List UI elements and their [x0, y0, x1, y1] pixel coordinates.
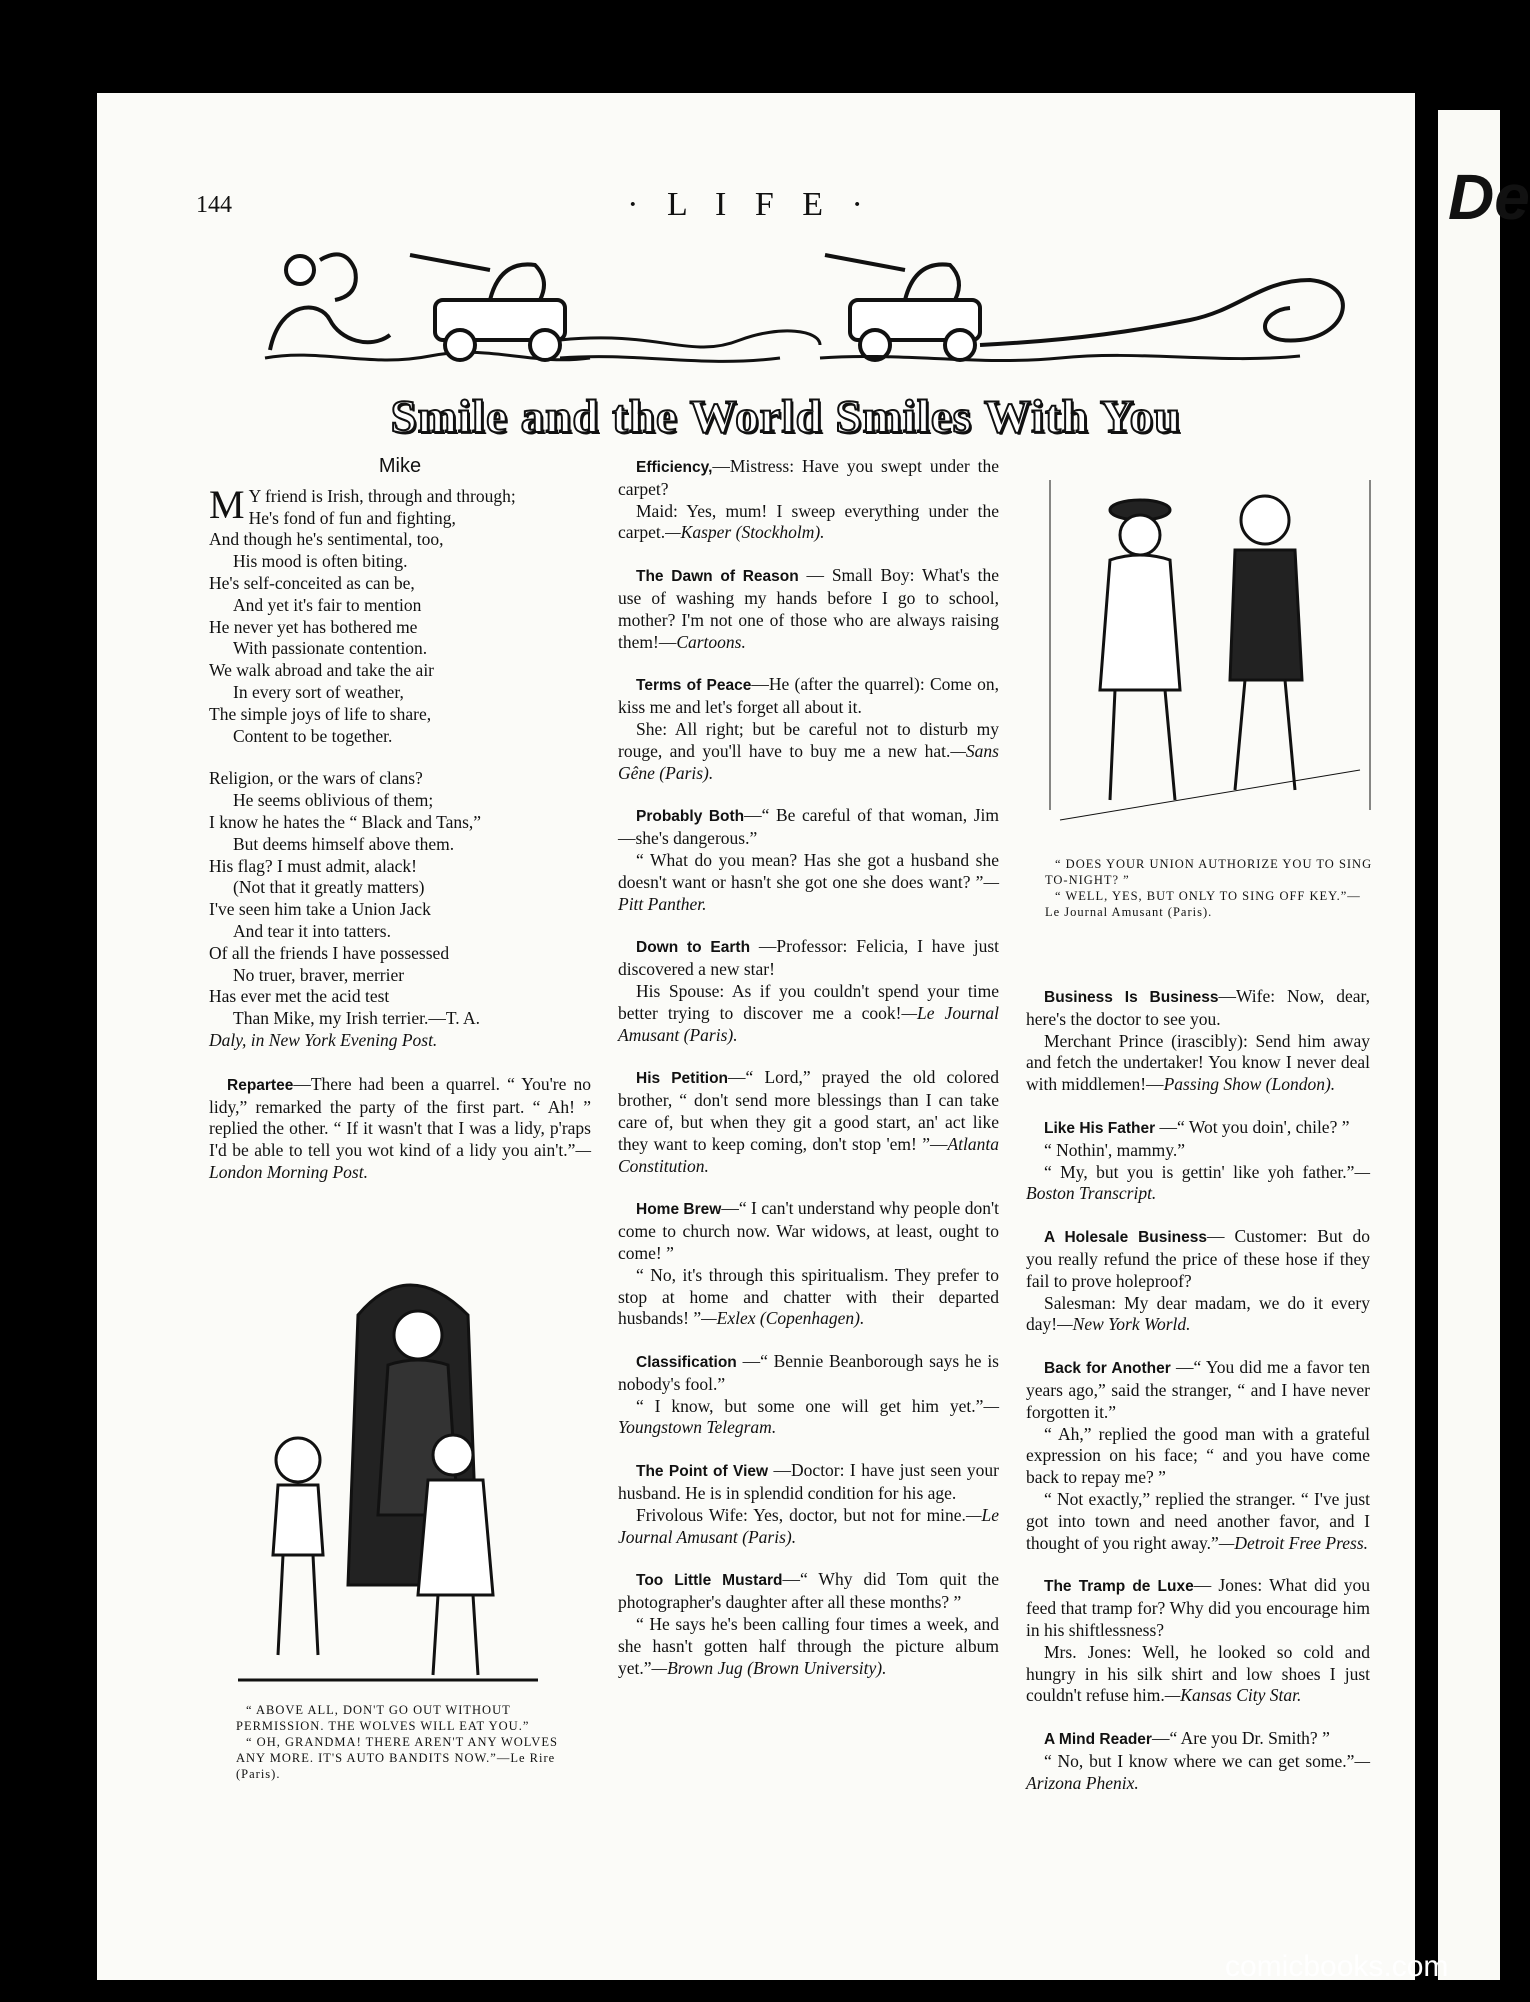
joke-body: —“ Be careful of that woman, Jim—she's dangerous.” [618, 805, 999, 849]
joke-heading: A Mind Reader [1044, 1731, 1152, 1749]
caption-line: “ ABOVE ALL, DON'T GO OUT WITHOUT PERMISSION. THE WOLVES WILL EAT YOU.” [236, 1703, 530, 1733]
joke-item [1026, 1728, 1370, 1794]
joke-line: “ My, but you is gettin' like yoh father.” [1044, 1161, 1355, 1182]
joke-line: “ He says he's been calling four times a week, and she hasn't gotten half through the picture album yet.” [618, 1614, 999, 1678]
poem-title: Mike [378, 455, 422, 477]
joke-line: Maid: Yes, mum! I sweep everything under the carpet. [618, 500, 999, 543]
joke-item [618, 565, 999, 653]
joke-heading: The Dawn of Reason [636, 568, 799, 586]
joke-heading: Like His Father [1044, 1119, 1156, 1137]
joke-body: —Wife: Now, dear, here's the doctor to see you. [1026, 986, 1370, 1029]
joke-body: —He (after the quarrel): Come on, kiss me and let's forget all about it. [618, 674, 999, 718]
joke-heading: Terms of Peace [636, 677, 752, 695]
joke-line: “ Ah,” replied the good man with a grateful expression on his face; “ and you have come back to repay me? ” [1026, 1423, 1370, 1488]
joke-heading: A Holesale Business [1044, 1229, 1208, 1247]
joke-line: Mrs. Jones: Well, he looked so cold and hungry in his silk shirt and low shoes I just couldn't refuse him. [1026, 1641, 1370, 1706]
joke-source: Passing Show (London). [1163, 1074, 1336, 1095]
column-middle [618, 456, 999, 1700]
page-number: 144 [196, 192, 232, 218]
joke-source: —Pitt Panther. [618, 871, 999, 914]
poem-stanza-break [209, 747, 591, 768]
column-right [1026, 986, 1370, 1816]
joke-heading: Classification [636, 1354, 737, 1372]
grandmother-children-illustration [238, 1255, 578, 1690]
joke-heading: Too Little Mustard [636, 1572, 783, 1590]
poem-line: And tear it into tatters. [233, 920, 391, 941]
poem-line: I've seen him take a Union Jack [209, 899, 431, 920]
poem-line: We walk abroad and take the air [209, 660, 435, 681]
poem-line: Has ever met the acid test [209, 986, 390, 1007]
next-page-glyph: De [1448, 161, 1530, 233]
running-title: · L I F E · [627, 186, 873, 223]
joke-source: —Le Journal Amusant (Paris). [618, 1504, 999, 1547]
joke-heading: Repartee [227, 1076, 294, 1094]
joke-body: —“ Why did Tom quit the photographer's daughter after all these months? ” [618, 1569, 999, 1613]
joke-line: Salesman: My dear madam, we do it every day! [1026, 1292, 1370, 1335]
poem-line: With passionate contention. [233, 638, 428, 659]
joke-line: “ Not exactly,” replied the stranger. “ I've just got into town and need another favor, and I thought of you right away.” [1026, 1488, 1370, 1553]
joke-body: —“ Bennie Beanborough says he is nobody's fool.” [618, 1351, 999, 1394]
poem-line: And yet it's fair to mention [233, 594, 422, 615]
joke-body: —“ I can't understand why people don't come to church now. War widows, at least, ought to come! ” [618, 1198, 999, 1263]
poem-credit: Daly, in New York Evening Post. [209, 1029, 438, 1050]
joke-source: —Exlex (Copenhagen). [701, 1308, 865, 1329]
poem-line: The simple joys of life to share, [209, 703, 432, 724]
right-illustration-caption [1045, 856, 1375, 920]
joke-item [618, 1067, 999, 1177]
joke-body: —Professor: Felicia, I have just discovered a new star! [618, 936, 999, 980]
poem-dropcap: M [209, 481, 245, 527]
joke-source: Cartoons. [676, 631, 746, 652]
joke-body: — Small Boy: What's the use of washing my hands before I go to school, mother? I'm not one of those who are always raising them!— [618, 565, 1000, 652]
caption-line: “ DOES YOUR UNION AUTHORIZE YOU TO SING TO-NIGHT? ” [1045, 857, 1373, 887]
joke-item [618, 936, 999, 1046]
poem-line: Religion, or the wars of clans? [209, 768, 423, 789]
joke-source: —Kasper (Stockholm). [665, 522, 825, 543]
poem-line: Y friend is Irish, through and through; [248, 485, 516, 506]
joke-body: —“ Are you Dr. Smith? ” [1151, 1728, 1330, 1749]
joke-heading: The Tramp de Luxe [1044, 1578, 1194, 1596]
joke-heading: The Point of View [636, 1463, 769, 1481]
joke-line: “ I know, but some one will get him yet.” [636, 1395, 984, 1416]
poem-line: He's fond of fun and fighting, [248, 507, 456, 528]
joke-source: —Youngstown Telegram. [618, 1395, 999, 1438]
joke-source: —Kansas City Star. [1164, 1685, 1302, 1706]
joke-source: —New York World. [1057, 1314, 1191, 1335]
joke-item [618, 805, 999, 915]
page-headline: Smile and the World Smiles With You [390, 391, 1182, 443]
joke-body: —There had been a quarrel. “ You're no lidy,” remarked the party of the first part. “ Ah! ” replied the other. “ If it wasn't that I was a lidy, p'raps I'd be able to tell you wot kind of a lidy you ain't.” [209, 1073, 591, 1161]
joke-item [618, 1351, 999, 1439]
joke-source: —Arizona Phenix. [1026, 1750, 1370, 1793]
poem-line: (Not that it greatly matters) [233, 877, 425, 898]
poem-line: In every sort of weather, [233, 681, 404, 702]
joke-body: —“ You did me a favor ten years ago,” said the stranger, “ and I have never forgotten it.” [1026, 1357, 1370, 1422]
joke-body: —Mistress: Have you swept under the carpet? [618, 456, 999, 499]
poem-line: No truer, braver, merrier [233, 964, 405, 985]
joke-source: —Le Journal Amusant (Paris). [618, 1002, 999, 1045]
joke-line: “ No, it's through this spiritualism. They prefer to stop at home and chatter with their departed husbands! ” [618, 1264, 999, 1329]
joke-body: — Customer: But do you really refund the price of these hose if they fail to prove holeproof? [1026, 1226, 1370, 1291]
column-left [209, 456, 591, 1205]
poem-line: His mood is often biting. [233, 551, 408, 572]
left-illustration-caption [236, 1702, 570, 1782]
joke-item [1026, 1575, 1370, 1707]
joke-heading: Back for Another [1044, 1360, 1171, 1378]
joke-line: She: All right; but be careful not to disturb my rouge, and you'll have to buy me a new hat. [618, 718, 999, 761]
joke-line: Merchant Prince (irascibly): Send him away and fetch the undertaker! You know I never deal with middlemen!— [1026, 1030, 1370, 1095]
joke-heading: Efficiency, [636, 459, 713, 476]
header-banner-illustration [260, 240, 1370, 370]
poem-line: His flag? I must admit, alack! [209, 855, 417, 876]
joke-heading: Business Is Business [1044, 989, 1219, 1006]
poem-line: Than Mike, my Irish terrier.—T. A. [233, 1008, 481, 1029]
poem-line: He seems oblivious of them; [233, 790, 434, 811]
poem-line: He never yet has bothered me [209, 616, 418, 637]
joke-source: —London Morning Post. [209, 1140, 591, 1182]
joke-item [618, 674, 999, 784]
musicians-illustration [1040, 470, 1382, 846]
caption-line: “ OH, GRANDMA! THERE AREN'T ANY WOLVES ANY MORE. IT'S AUTO BANDITS NOW.”—Le Rire (Paris). [236, 1735, 558, 1781]
joke-body: —Doctor: I have just seen your husband. He is in splendid condition for his age. [618, 1460, 1000, 1504]
joke-source: —Boston Transcript. [1026, 1161, 1370, 1204]
joke-item [1026, 1226, 1370, 1336]
joke-line: His Spouse: As if you couldn't spend your time better trying to discover me a cook! [618, 980, 999, 1023]
joke-item [618, 1569, 999, 1679]
joke-source: —Brown Jug (Brown University). [651, 1657, 887, 1678]
next-page-edge [1438, 110, 1500, 1980]
joke-item [618, 456, 999, 544]
joke-source: Atlanta Constitution. [618, 1133, 999, 1176]
poem-line: Content to be together. [233, 725, 393, 746]
poem-line: But deems himself above them. [233, 833, 455, 854]
joke-line: Frivolous Wife: Yes, doctor, but not for mine. [636, 1504, 966, 1525]
joke-item [1026, 1117, 1370, 1205]
poem-mike [209, 481, 591, 1030]
joke-body: —“ Lord,” prayed the old colored brother, “ don't send more blessings than I can take care of, but when they git a good start, an' act like they want to keep coming, don't stop 'em! ”— [618, 1067, 999, 1154]
joke-heading: Home Brew [636, 1201, 722, 1219]
joke-body: — Jones: What did you feed that tramp for? Why did you encourage him in his shiftlessness? [1026, 1575, 1370, 1640]
joke-heading: Down to Earth [636, 939, 751, 957]
joke-item [1026, 1357, 1370, 1554]
joke-line: “ Nothin', mammy.” [1044, 1139, 1186, 1160]
joke-line: “ What do you mean? Has she got a husband she doesn't want or hasn't she got one she does want? ” [618, 849, 999, 892]
poem-line: He's self-conceited as can be, [209, 572, 415, 593]
poem-line: I know he hates the “ Black and Tans,” [209, 811, 482, 832]
joke-source: —Detroit Free Press. [1218, 1532, 1369, 1553]
poem-line: And though he's sentimental, too, [209, 529, 444, 550]
joke-heading: His Petition [636, 1070, 729, 1088]
joke-item [618, 1198, 999, 1330]
joke-item [618, 1460, 999, 1548]
joke-item [1026, 986, 1370, 1096]
joke-item [209, 1074, 591, 1184]
joke-body: —“ Wot you doin', chile? ” [1155, 1116, 1350, 1137]
joke-source: —Sans Gêne (Paris). [618, 740, 999, 783]
site-watermark: comicbooks.com [1225, 1950, 1449, 1983]
caption-line: “ WELL, YES, BUT ONLY TO SING OFF KEY.”—Le Journal Amusant (Paris). [1045, 889, 1361, 919]
joke-line: “ No, but I know where we can get some.” [1044, 1750, 1355, 1771]
joke-heading: Probably Both [636, 808, 745, 826]
poem-line: Of all the friends I have possessed [209, 942, 450, 963]
